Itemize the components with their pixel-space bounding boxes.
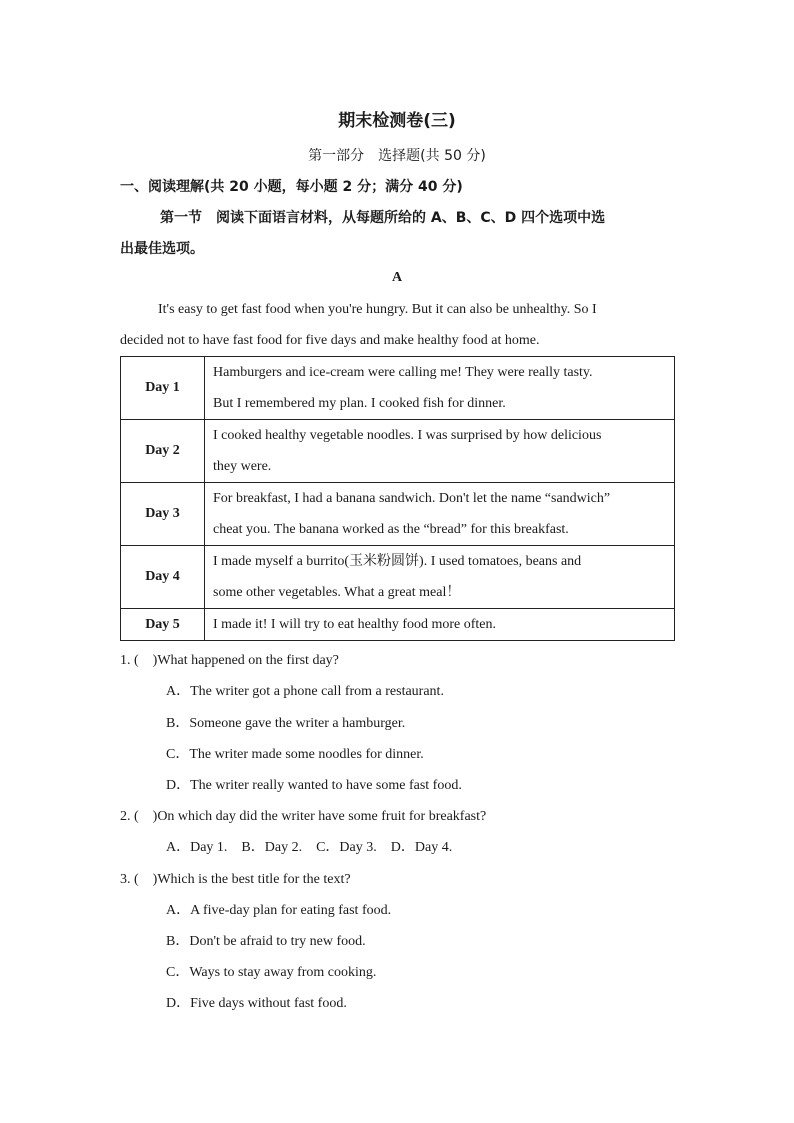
- day-label: Day 5: [121, 609, 205, 641]
- day-description-line: I made it! I will try to eat healthy food more often.: [213, 617, 497, 632]
- table-row: [121, 420, 675, 483]
- passage-intro-line-2: decided not to have fast food for five days and make healthy food at home.: [120, 333, 540, 348]
- question-1-option-c: C．The writer made some noodles for dinner.: [166, 747, 424, 762]
- question-1-option-d: D．The writer really wanted to have some fast food.: [166, 778, 462, 793]
- day-description: [205, 483, 675, 546]
- table-row: [121, 357, 675, 420]
- table-row: [121, 546, 675, 609]
- day-label: Day 1: [121, 357, 205, 420]
- day-description: [205, 420, 675, 483]
- question-2-stem: 2. ( )On which day did the writer have some fruit for breakfast?: [120, 809, 487, 824]
- question-1-option-b: B．Someone gave the writer a hamburger.: [166, 716, 406, 731]
- part-heading: 第一部分 选择题(共 50 分): [308, 148, 486, 164]
- day-description-line: But I remembered my plan. I cooked fish for dinner.: [213, 396, 506, 411]
- day-description-line: they were.: [213, 459, 272, 474]
- day-description-line: some other vegetables. What a great meal！: [213, 585, 461, 600]
- day-description-line: For breakfast, I had a banana sandwich. Don't let the name “sandwich”: [213, 491, 611, 506]
- table-row: [121, 483, 675, 546]
- day-label: Day 2: [121, 420, 205, 483]
- instruction-line-1: 第一节 阅读下面语言材料，从每题所给的 A、B、C、D 四个选项中选: [160, 210, 606, 226]
- question-3-option-c: C．Ways to stay away from cooking.: [166, 965, 377, 980]
- day-description-line: I made myself a burrito(玉米粉圆饼). I used tomatoes, beans and: [213, 554, 582, 569]
- exam-title: 期末检测卷(三): [338, 111, 456, 131]
- day-description-line: cheat you. The banana worked as the “bread” for this breakfast.: [213, 522, 569, 537]
- question-3-option-b: B．Don't be afraid to try new food.: [166, 934, 366, 949]
- question-3-option-d: D．Five days without fast food.: [166, 996, 347, 1011]
- question-3-stem: 3. ( )Which is the best title for the text?: [120, 872, 351, 887]
- day-description-line: Hamburgers and ice-cream were calling me! They were really tasty.: [213, 365, 593, 380]
- day-label: Day 4: [121, 546, 205, 609]
- question-2-options: A．Day 1. B．Day 2. C．Day 3. D．Day 4.: [166, 840, 453, 855]
- passage-label: A: [391, 270, 403, 285]
- day-description: [205, 357, 675, 420]
- question-1-stem: 1. ( )What happened on the first day?: [120, 653, 339, 668]
- section-heading: 一、阅读理解(共 20 小题，每小题 2 分；满分 40 分): [120, 179, 463, 195]
- passage-intro-line-1: It's easy to get fast food when you're hungry. But it can also be unhealthy. So I: [158, 302, 597, 317]
- day-description-line: I cooked healthy vegetable noodles. I was surprised by how delicious: [213, 428, 602, 443]
- instruction-line-2: 出最佳选项。: [120, 241, 204, 257]
- day-description: [205, 609, 675, 641]
- day-label: Day 3: [121, 483, 205, 546]
- question-1-option-a: A．The writer got a phone call from a restaurant.: [166, 684, 444, 699]
- question-3-option-a: A．A five-day plan for eating fast food.: [166, 903, 392, 918]
- days-table: [120, 356, 675, 641]
- table-row: [121, 609, 675, 641]
- day-description: [205, 546, 675, 609]
